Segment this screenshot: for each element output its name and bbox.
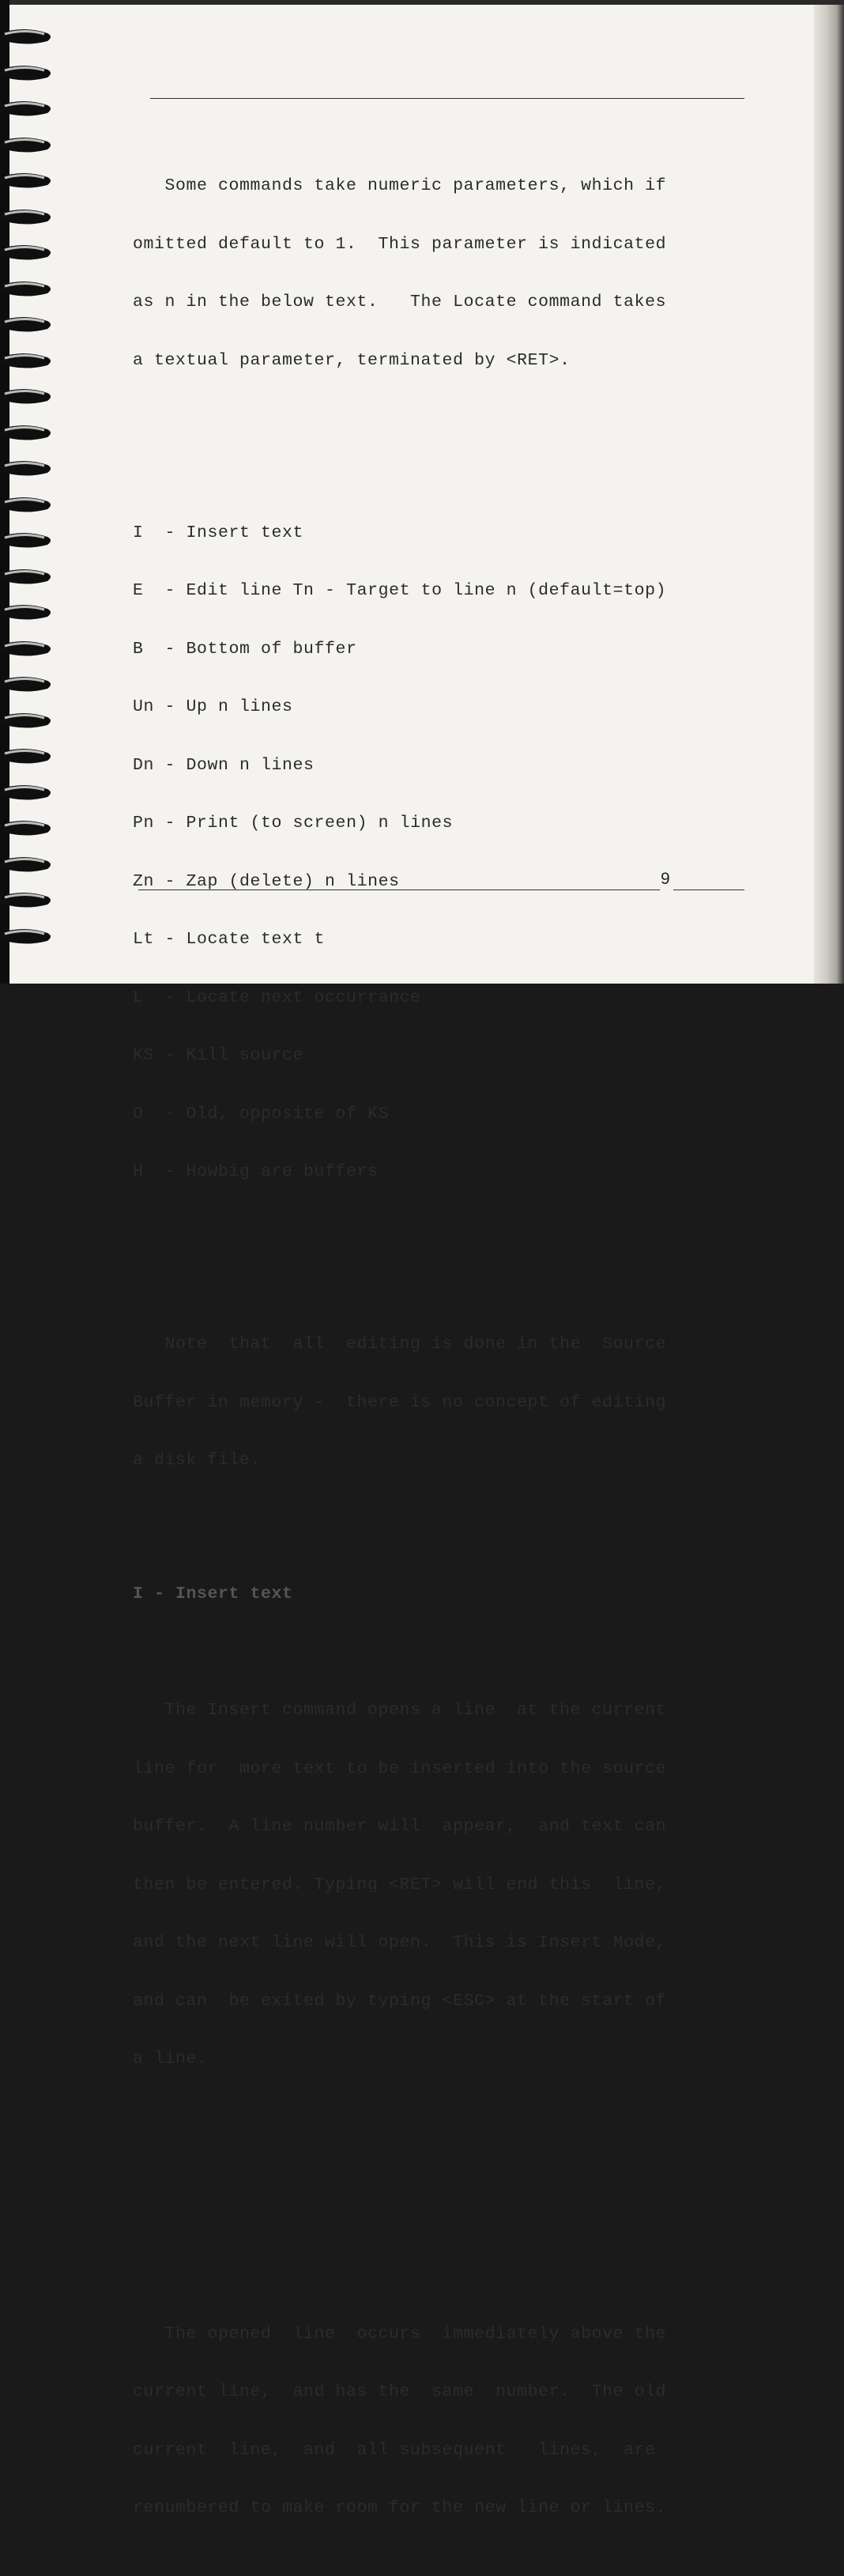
command-item: E - Edit line Tn - Target to line n (default=top) — [133, 581, 667, 600]
command-desc: Up n lines — [186, 697, 293, 716]
insert-line: line for more text to be inserted into the source — [133, 1758, 667, 1778]
intro-paragraph — [133, 138, 749, 409]
intro-line: omitted default to 1. This parameter is indicated — [133, 234, 667, 254]
spiral-binding — [0, 0, 55, 984]
insert-paragraph — [133, 1662, 749, 2108]
command-item: I - Insert text — [133, 523, 304, 542]
insert-line: and the next line will open. This is Insert Mode, — [133, 1933, 667, 1952]
binding-coil — [0, 96, 57, 123]
command-key: L — [133, 988, 155, 1007]
note-paragraph — [133, 1296, 749, 1509]
top-edge — [0, 0, 844, 5]
command-item: Zn - Zap (delete) n lines — [133, 871, 400, 891]
opened-line: renumbered to make room for the new line or lines. — [133, 2499, 667, 2517]
insert-line: then be entered. Typing <RET> will end this line, — [133, 1875, 667, 1894]
command-item: Dn - Down n lines — [133, 755, 315, 775]
command-item: Lt - Locate text t — [133, 930, 326, 949]
command-key: Zn — [133, 871, 155, 891]
binding-coil — [0, 348, 57, 375]
command-list — [133, 485, 749, 1221]
intro-line: Some commands take numeric parameters, which if — [133, 176, 667, 195]
command-desc: Locate next occurrance — [186, 988, 421, 1007]
command-desc: Bottom of buffer — [186, 639, 357, 659]
binding-coil — [0, 887, 57, 914]
note-line: a disk file. — [133, 1451, 262, 1470]
command-desc: Howbig are buffers — [186, 1162, 379, 1181]
binding-coil — [0, 780, 57, 806]
opened-paragraph — [133, 2286, 749, 2557]
command-desc: Zap (delete) n lines — [186, 871, 400, 891]
command-desc: Edit line Tn - Target to line n (default=top) — [186, 581, 667, 600]
command-key: O — [133, 1104, 155, 1124]
binding-coil — [0, 204, 57, 231]
page-edge — [814, 0, 844, 984]
command-key: Pn — [133, 814, 155, 833]
page-body — [133, 99, 749, 2576]
binding-coil — [0, 455, 57, 482]
binding-coil — [0, 564, 57, 591]
binding-coil — [0, 815, 57, 842]
insert-line: and can be exited by typing <ESC> at the start of — [133, 1991, 667, 2011]
command-item: O - Old, opposite of KS — [133, 1104, 390, 1124]
command-key: Un — [133, 697, 155, 716]
opened-line: current line, and all subsequent lines, are — [133, 2440, 656, 2460]
binding-coil — [0, 383, 57, 410]
command-item: KS - Kill source — [133, 1046, 304, 1065]
command-desc: Insert text — [186, 523, 304, 542]
section-heading: I - Insert text — [133, 1585, 293, 1603]
binding-coil — [0, 276, 57, 303]
binding-coil — [0, 420, 57, 447]
binding-coil — [0, 24, 57, 51]
note-line: Note that all editing is done in the Source — [133, 1335, 667, 1354]
binding-coil — [0, 599, 57, 626]
command-item: L - Locate next occurrance — [133, 988, 421, 1007]
command-item: B - Bottom of buffer — [133, 639, 357, 659]
binding-coil — [0, 168, 57, 195]
binding-coil — [0, 492, 57, 519]
opened-line: current line, and has the same number. The old — [133, 2382, 667, 2401]
command-desc: Old, opposite of KS — [186, 1104, 390, 1124]
command-key: KS — [133, 1046, 155, 1065]
binding-coil — [0, 240, 57, 266]
binding-coil — [0, 743, 57, 770]
binding-coil — [0, 708, 57, 735]
note-line: Buffer in memory - there is no concept of editing — [133, 1392, 667, 1412]
insert-line: The Insert command opens a line at the current — [133, 1701, 667, 1720]
binding-coil — [0, 527, 57, 554]
command-desc: Locate text t — [186, 930, 326, 949]
command-key: H — [133, 1162, 155, 1181]
command-item: H - Howbig are buffers — [133, 1162, 379, 1181]
command-item: Pn - Print (to screen) n lines — [133, 814, 454, 833]
command-key: B — [133, 639, 155, 659]
spacer — [133, 2166, 749, 2227]
command-item: Un - Up n lines — [133, 697, 293, 716]
opened-line: The opened line occurs immediately above the — [133, 2324, 667, 2344]
binding-coil — [0, 312, 57, 338]
insert-line: buffer. A line number will appear, and text can — [133, 1817, 667, 1836]
binding-coil — [0, 636, 57, 663]
command-key: Lt — [133, 930, 155, 949]
page-number: 9 — [661, 870, 670, 888]
command-key: Dn — [133, 755, 155, 775]
intro-line: a textual parameter, terminated by <RET>. — [133, 350, 571, 370]
binding-coil — [0, 852, 57, 878]
binding-coil — [0, 132, 57, 159]
command-key: I — [133, 523, 155, 542]
insert-line: a line. — [133, 2049, 208, 2068]
binding-coil — [0, 924, 57, 950]
intro-line: as n in the below text. The Locate command takes — [133, 293, 667, 312]
command-desc: Kill source — [186, 1046, 304, 1065]
command-desc: Print (to screen) n lines — [186, 814, 454, 833]
binding-coil — [0, 60, 57, 87]
binding-coil — [0, 671, 57, 698]
command-desc: Down n lines — [186, 755, 315, 775]
command-key: E — [133, 581, 155, 600]
